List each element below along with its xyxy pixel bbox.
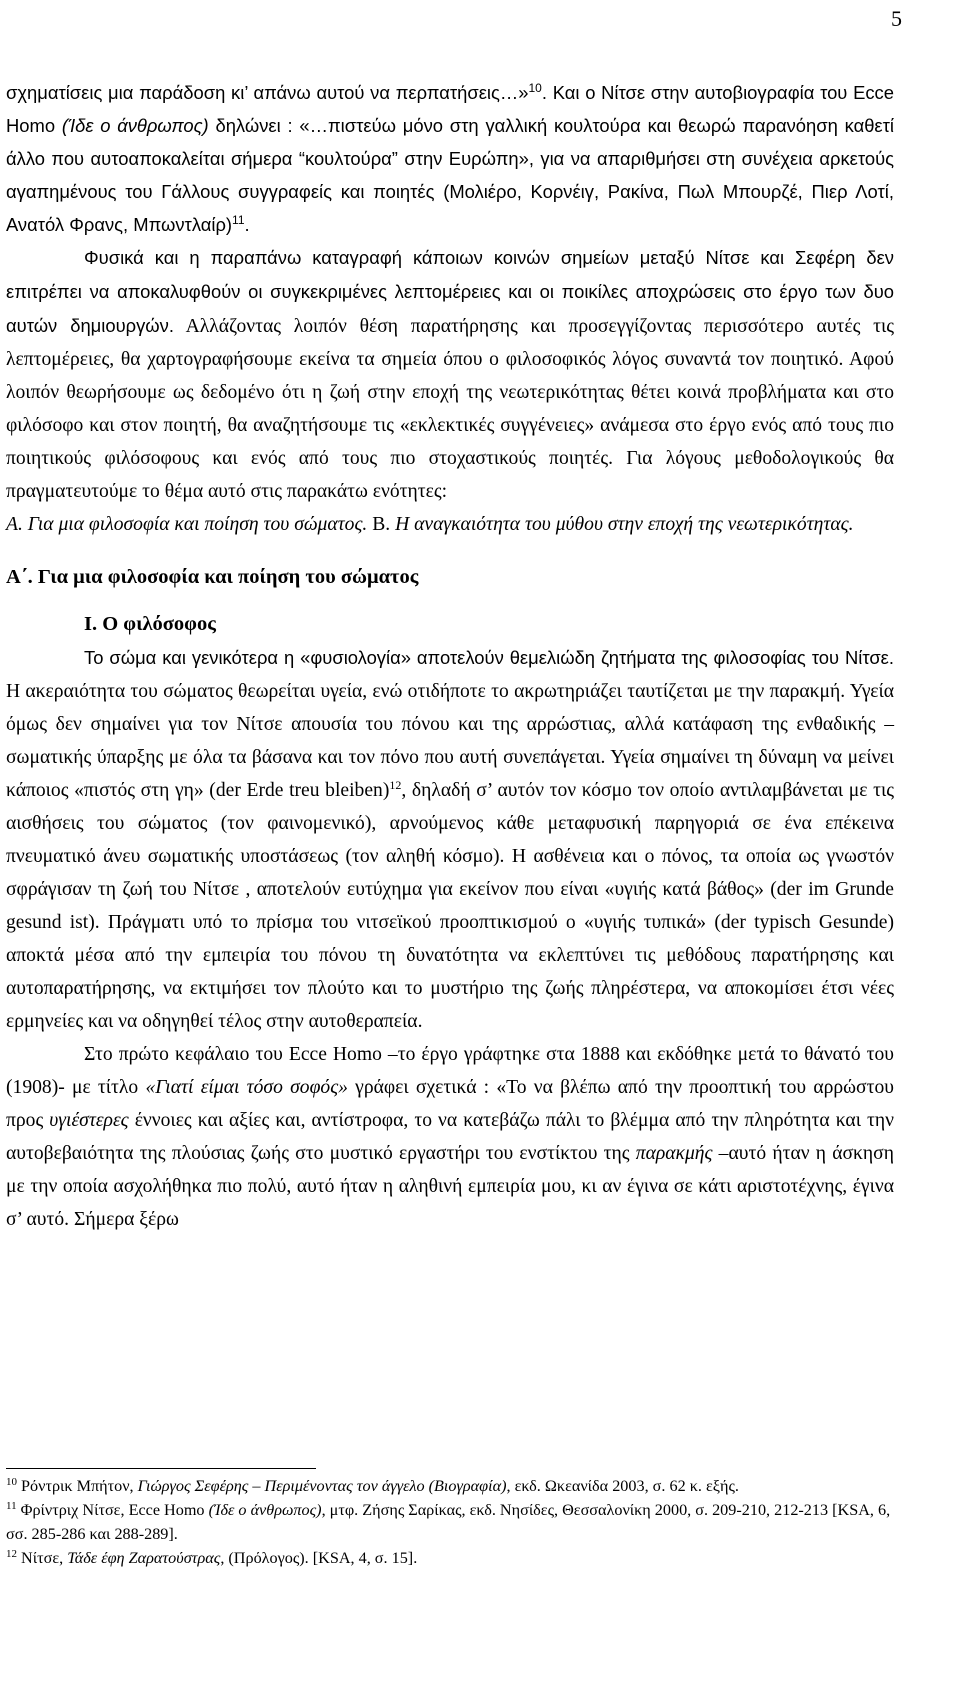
paragraph-5 (6, 1038, 894, 1236)
text-run: γράφει σχετικά : «Το να βλέπω από την προοπτική του αρρώστου προς (6, 1077, 894, 1131)
paragraph-3 (6, 508, 894, 541)
footnote-number: 10 (6, 1476, 17, 1488)
footnote-11 (6, 1498, 894, 1546)
text-run: , μτφ. Ζήσης Σαρίκας, εκδ. Νησίδες, Θεσσαλονίκη 2000, σ. 209-210, 212-213 [KSA, 6, σσ. 285-286 και 288-289]. (6, 1501, 891, 1543)
text-run-italic: (Ίδε ο άνθρωπος) (61, 115, 209, 136)
text-run-italic: υγιέστερες (49, 1110, 129, 1131)
text-run: Φρίντριχ Νίτσε, Ecce Homo (16, 1501, 209, 1519)
text-run: . (244, 214, 250, 235)
text-run: –αυτό ήταν η άσκηση με την οποία ασχολήθηκα πιο πολύ, αυτό ήταν η αληθινή εμπειρία μου, κι αν έγινα σε κάτι αριστοτέχνης, έγινα σ’ αυτό. Σήμερα ξέρω (6, 1143, 894, 1230)
footnote-10 (6, 1474, 894, 1498)
text-run-italic: (Ίδε ο άνθρωπος) (208, 1501, 322, 1519)
footnotes (6, 1474, 894, 1570)
body-text (6, 76, 894, 1236)
text-run-italic: παρακμής (635, 1143, 713, 1164)
footnote-number: 12 (6, 1548, 17, 1560)
text-run: Φυσικά και η παραπάνω καταγραφή κάποιων κοινών σημείων μεταξύ Νίτσε και Σεφέρη δεν επιτρέπει να αποκαλυφθούν οι συγκεκριμένες λεπτομέρειες και οι ποικίλες αποχρώσεις στο έργο των δυο αυτών δημιουργών. (6, 247, 894, 336)
footnote-ref-10[interactable]: 10 (528, 81, 542, 95)
text-run: Η ακεραιότητα του σώματος θεωρείται υγεία, ενώ οτιδήποτε το ακρωτηριάζει ταυτίζεται με την παρακμή. Υγεία όμως δεν σημαίνει για τον Νίτσε απουσία του πόνου και της αρρώστιας, αλλά κατάφαση της ενθαδικής – σωματικής ύπαρξης με όλα τα βάσανα και τον πόνο που αυτή συνεπάγεται. Υγεία σημαίνει τη δύναμη να μείνει κάποιος «πιστός στη γη» (der Erde treu bleiben) (6, 681, 894, 801)
text-run: Στο πρώτο κεφάλαιο του Ecce Homo –το έργο γράφτηκε στα 1888 και εκδόθηκε μετά το θάνατό του (1908)- με τίτλο (6, 1044, 894, 1098)
text-run: δηλώνει : «…πιστεύω μόνο στη γαλλική κουλτούρα και θεωρώ παρανόηση καθετί άλλο που αυτοαποκαλείται σήμερα “κουλτούρα” στην Ευρώπη», για να απαριθμήσει στη συνέχεια αρκετούς αγαπημένους του Γάλλους συγγραφείς και ποιητές (Μολιέρο, Κορνέιγ, Ρακίνα, Πωλ Μπουρζέ, Πιερ Λοτί, Ανατόλ Φρανς, Μπωντλαίρ) (6, 115, 894, 235)
text-run: έννοιες και αξίες και, αντίστροφα, το να κατεβάζω πάλι το βλέμμα από την πληρότητα και την αυτοβεβαιότητα της πλούσιας ζωής στο μυστικό εργαστήρι του ενστίκτου της (6, 1110, 894, 1164)
text-run-italic: Γιώργος Σεφέρης – Περιμένοντας τον άγγελο (Βιογραφία) (137, 1477, 507, 1495)
text-run: Ρόντρικ Μπήτον, (17, 1477, 138, 1495)
paragraph-2 (6, 241, 894, 508)
section-heading: Α΄. Για μια φιλοσοφία και ποίηση του σώματος (6, 566, 419, 588)
text-run: Νίτσε, (17, 1549, 68, 1567)
text-run: Αλλάζοντας λοιπόν θέση παρατήρησης και προσεγγίζοντας περισσότερο αυτές τις λεπτομέρειες, θα χαρτογραφήσουμε εκείνα τα σημεία όπου ο φιλοσοφικός λόγος συναντά τον ποιητικό. Αφού λοιπόν θεωρήσουμε ως δεδομένο ότι η ζωή στην εποχή της νεωτερικότητας θέτει κοινά προβλήματα και στο φιλόσοφο και στον ποιητή, θα αναζητήσουμε τις «εκλεκτικές συγγένειες» ανάμεσα στο έργο ενός από τους πιο ποιητικούς φιλόσοφους και ενός από τους πιο στοχαστικούς ποιητές. Για λόγους μεθοδολογικούς θα πραγματευτούμε το θέμα αυτό στις παρακάτω ενότητες: (6, 316, 894, 502)
subsection-heading: Ι. Ο φιλόσοφος (84, 613, 216, 635)
section-list-b: Η αναγκαιότητα του μύθου στην εποχή της νεωτερικότητας. (395, 514, 854, 535)
text-run: , εκδ. Ωκεανίδα 2003, σ. 62 κ. εξής. (506, 1477, 739, 1495)
text-run: Β. (367, 514, 396, 535)
text-run: . Και ο Νίτσε στην αυτοβιογραφία του Ecce Homo (6, 82, 894, 136)
text-run-italic: «Γιατί είμαι τόσο σοφός» (145, 1077, 348, 1098)
section-list-a: Α. Για μια φιλοσοφία και ποίηση του σώματος. (6, 514, 368, 535)
text-run: , δηλαδή σ’ αυτόν τον κόσμο τον οποίο αντιλαμβάνεται με τις αισθήσεις του σώματος (τον φαινομενικό), αρνούμενος κάθε μεταφυσική παρηγοριά σε ένα επέκεινα πνευματικό άνευ σωματικής υποστάσεως (τον αληθή κόσμο). Η ασθένεια και ο πόνος, τα οποία ως γνωστόν σφράγισαν τη ζωή του Νίτσε , αποτελούν ευτύχημα για εκείνον που είναι «υγιής κατά βάθος» (der im Grunde gesund ist). Πράγματι υπό το πρίσμα του νιτσεϊκού προοπτικισμού ο «υγιής τυπικά» (der typisch Gesunde) αποκτά μέσα από την εμπειρία του πόνου τη δυνατότητα να εκλεπτύνει τις μεθόδους παρατήρησης και αυτοπαρατήρησης, να εκτιμήσει τον πλούτο και το μυστήριο της ζωής πληρέστερα, να αποκομίσει έτσι νέες ερμηνείες και να οδηγηθεί τέλος στην αυτοθεραπεία. (6, 780, 894, 1032)
paragraph-4 (6, 641, 894, 1038)
text-run: , (Πρόλογος). [KSA, 4, σ. 15]. (220, 1549, 418, 1567)
footnote-separator (6, 1468, 316, 1469)
page-number: 5 (891, 6, 902, 31)
footnote-12 (6, 1546, 894, 1570)
text-run-italic: Τάδε έφη Ζαρατούστρας (67, 1549, 221, 1567)
text-run: Το σώμα και γενικότερα η «φυσιολογία» αποτελούν θεμελιώδη ζητήματα της φιλοσοφίας του Νίτσε. (84, 647, 894, 668)
text-run: σχηματίσεις μια παράδοση κι’ απάνω αυτού να περπατήσεις…» (6, 82, 529, 103)
paragraph-1 (6, 76, 894, 241)
footnote-ref-11[interactable]: 11 (232, 213, 245, 227)
footnote-ref-12[interactable]: 12 (389, 778, 402, 792)
footnote-number: 11 (6, 1500, 17, 1512)
